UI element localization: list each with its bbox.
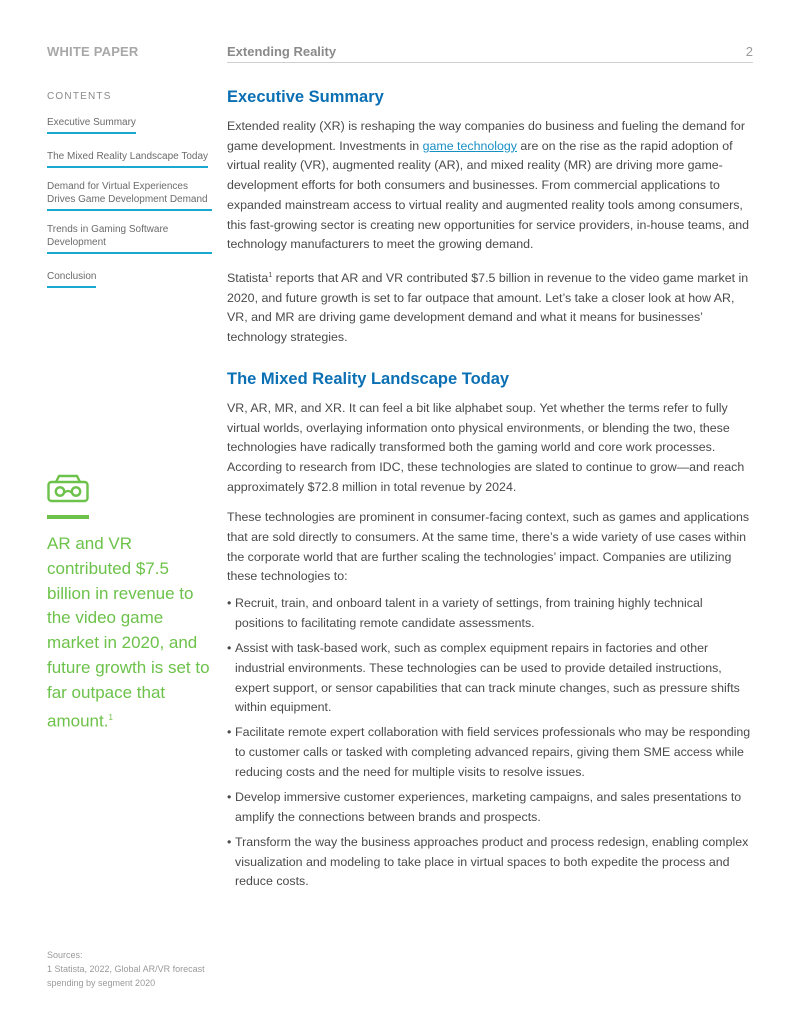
list-item: • Transform the way the business approaches product and process redesign, enabling complex visualization and modeling to take place in virtual spaces to both expedite the process and reduce costs.	[227, 833, 753, 892]
use-case-list	[227, 594, 753, 892]
paragraph-text: are on the rise as the rapid adoption of virtual reality (VR), augmented reality (AR), and mixed reality (MR) are driving more game-development efforts for both consumers and businesses. From commercial applications to expanded mainstream access to virtual reality and augmented reality tools among consumers, this fast-growing sector is creating new opportunities for service providers, in-house teams, and technology manufacturers to meet the growing demand.	[227, 138, 750, 252]
document-type-label: WHITE PAPER	[47, 44, 139, 59]
toc-item-conclusion[interactable]: Conclusion	[47, 270, 96, 288]
toc-item-executive-summary[interactable]: Executive Summary	[47, 116, 136, 134]
paragraph-text: Extended reality (XR) is reshaping the way companies do business and fueling the demand for game development. Investments in	[227, 119, 745, 153]
pull-quote-footnote: 1	[108, 712, 113, 722]
mixed-reality-paragraph-2: These technologies are prominent in consumer-facing context, such as games and applications that are sold directly to consumers. At the same time, there’s a wide variety of use cases within the corporate world that are further scaling the technologies’ impact. Companies are utilizing these technologies to:	[227, 510, 750, 584]
toc-item-demand-virtual-experiences[interactable]: Demand for Virtual Experiences Drives Game Development Demand	[47, 180, 212, 211]
sources-label: Sources:	[47, 950, 83, 960]
header-divider	[227, 62, 753, 63]
section-heading-mixed-reality: The Mixed Reality Landscape Today	[227, 369, 510, 388]
executive-summary-paragraph-1	[227, 117, 753, 255]
executive-summary-paragraph-2	[227, 266, 753, 348]
toc-item-mixed-reality-landscape[interactable]: The Mixed Reality Landscape Today	[47, 150, 208, 168]
list-item: • Develop immersive customer experiences, marketing campaigns, and sales presentations to amplify the connections between brands and prospects.	[227, 788, 753, 827]
section-heading-executive-summary: Executive Summary	[227, 88, 384, 106]
pull-quote	[47, 532, 217, 734]
footnote-marker: 1	[268, 271, 273, 279]
list-item: • Assist with task-based work, such as complex equipment repairs in factories and other industrial environments. These technologies can be used to provide detailed instructions, expert support, or sensor capabilities that can track minute changes, such as pressure shifts within equipment.	[227, 639, 753, 718]
mixed-reality-paragraph-1: VR, AR, MR, and XR. It can feel a bit like alphabet soup. Yet whether the terms refer to fully virtual worlds, overlaying information onto physical environments, or blending the two, these technologies have radically transformed both the gaming world and core work processes. According to research from IDC, these technologies are slated to continue to grow—and reach approximately $72.8 million in total revenue by 2024.	[227, 400, 745, 494]
document-title: Extending Reality	[227, 44, 337, 59]
main-content	[227, 88, 753, 898]
game-technology-link[interactable]: game technology	[422, 138, 517, 153]
accent-bar	[47, 515, 89, 519]
page-number: 2	[745, 44, 753, 59]
list-item: • Facilitate remote expert collaboration with field services professionals who may be responding to customer calls or tasked with completing advanced repairs, giving them SME access while reducing costs and the need for multiple visits to resolve issues.	[227, 723, 753, 782]
sources	[47, 948, 217, 990]
paragraph-text: Statista	[227, 271, 269, 286]
paragraph-text: reports that AR and VR contributed $7.5 billion in revenue to the video game market in 2020, and future growth is set to far outpace that amount. Let’s take a closer look at how AR, VR, and MR are driving game development demand and what it means for businesses’ technology strategies.	[227, 271, 749, 345]
source-item: 1 Statista, 2022, Global AR/VR forecast spending by segment 2020	[47, 964, 205, 988]
list-item: • Recruit, train, and onboard talent in a variety of settings, from training highly technical positions to facilitating remote candidate assessments.	[227, 594, 753, 633]
toc-item-gaming-software-trends[interactable]: Trends in Gaming Software Development	[47, 223, 212, 254]
contents-label: CONTENTS	[47, 91, 112, 102]
vr-headset-icon	[47, 474, 89, 504]
table-of-contents	[47, 91, 212, 300]
pull-quote-text: AR and VR contributed $7.5 billion in revenue to the video game market in 2020, and future growth is set to far outpace that amount.	[47, 534, 210, 731]
